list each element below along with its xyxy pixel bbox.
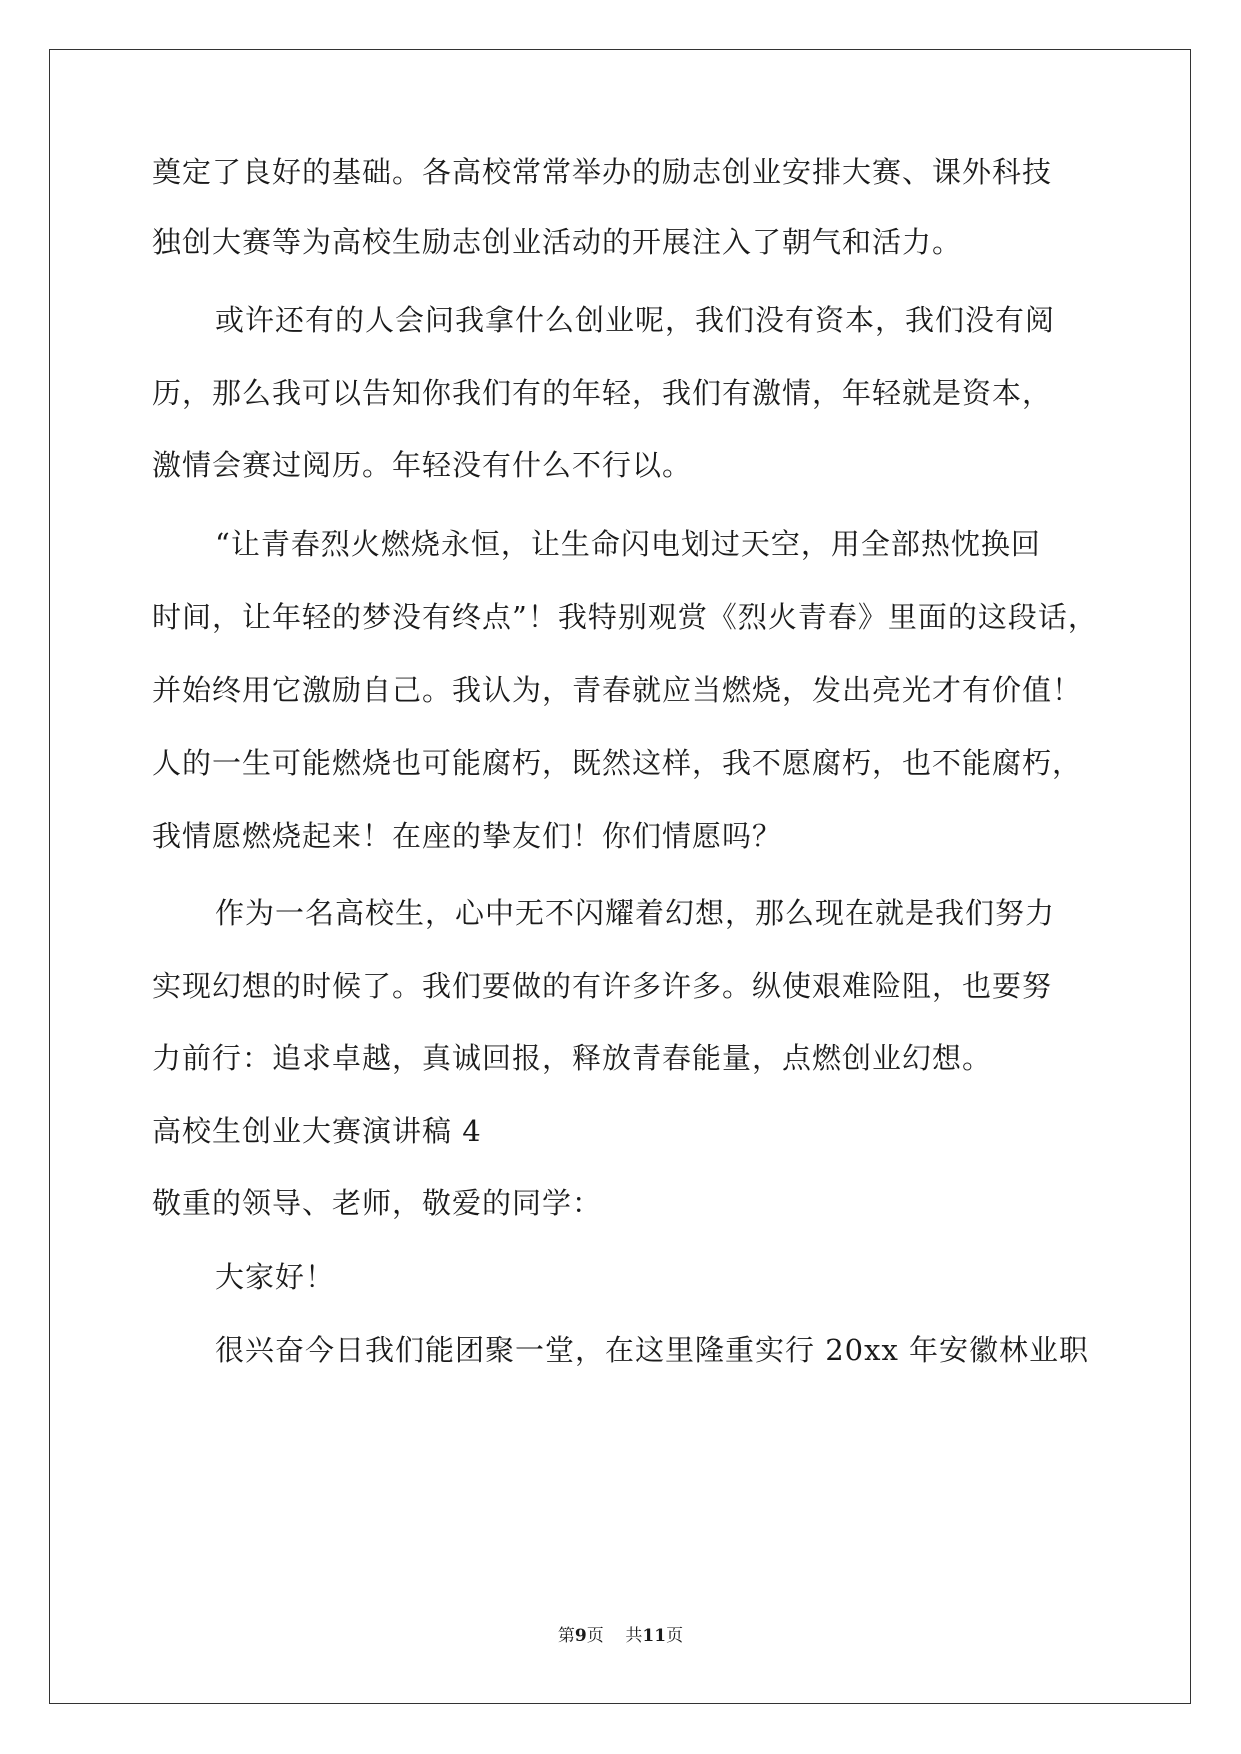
current-page-number: 9 — [574, 1626, 587, 1646]
text-line: “让青春烈火燃烧永恒，让生命闪电划过天空，用全部热忱换回 — [215, 527, 1041, 561]
text-line: 或许还有的人会问我拿什么创业呢，我们没有资本，我们没有阅 — [215, 303, 1056, 337]
text-line: 历，那么我可以告知你我们有的年轻，我们有激情，年轻就是资本， — [152, 376, 1053, 410]
footer-middle: 页 共 — [586, 1626, 643, 1646]
text-line: 独创大赛等为高校生励志创业活动的开展注入了朝气和活力。 — [152, 225, 963, 259]
footer-suffix: 页 — [666, 1626, 684, 1646]
footer-prefix: 第 — [557, 1626, 575, 1646]
page-border — [49, 49, 1191, 1704]
text-line: 奠定了良好的基础。各高校常常举办的励志创业安排大赛、课外科技 — [152, 155, 1053, 189]
greeting: 大家好！ — [215, 1260, 336, 1294]
total-page-number: 11 — [642, 1626, 667, 1646]
salutation: 敬重的领导、老师，敬爱的同学： — [152, 1186, 603, 1220]
text-line: 力前行：追求卓越，真诚回报，释放青春能量，点燃创业幻想。 — [152, 1041, 993, 1075]
text-line: 并始终用它激励自己。我认为，青春就应当燃烧，发出亮光才有价值！ — [152, 673, 1083, 707]
section-heading: 高校生创业大赛演讲稿 4 — [152, 1114, 482, 1148]
text-line: 激情会赛过阅历。年轻没有什么不行以。 — [152, 448, 693, 482]
text-line: 作为一名高校生，心中无不闪耀着幻想，那么现在就是我们努力 — [215, 896, 1056, 930]
page-footer — [0, 1625, 1241, 1647]
text-line: 实现幻想的时候了。我们要做的有许多许多。纵使艰难险阻，也要努 — [152, 969, 1053, 1003]
text-line: 我情愿燃烧起来！在座的挚友们！你们情愿吗？ — [152, 819, 783, 853]
text-line: 时间，让年轻的梦没有终点”！我特别观赏《烈火青春》里面的这段话， — [152, 600, 1098, 634]
text-line: 人的一生可能燃烧也可能腐朽，既然这样，我不愿腐朽，也不能腐朽， — [152, 746, 1083, 780]
text-line: 很兴奋今日我们能团聚一堂，在这里隆重实行 20xx 年安徽林业职 — [215, 1333, 1090, 1367]
